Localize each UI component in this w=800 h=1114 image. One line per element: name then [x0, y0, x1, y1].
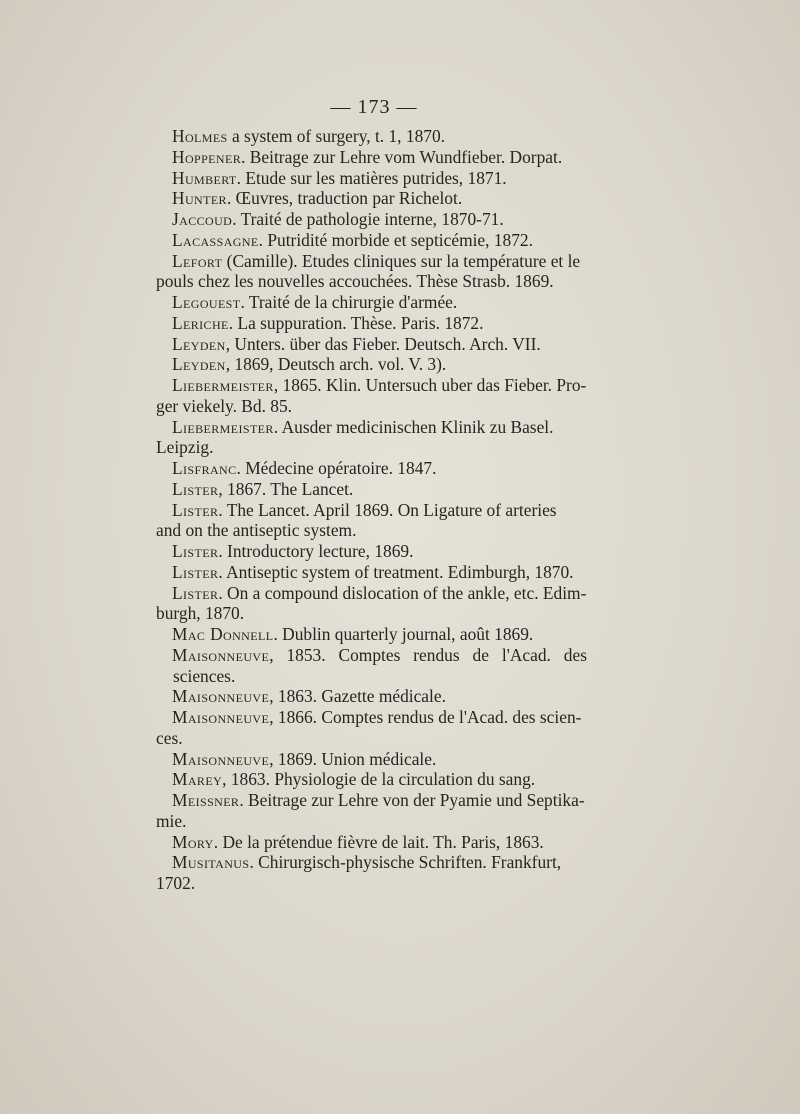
- reference-entry: [157, 209, 587, 230]
- reference-entry: [157, 832, 587, 853]
- reference-author: Lister: [172, 541, 219, 561]
- reference-text: , Unters. über das Fieber. Deutsch. Arch. VII.: [225, 333, 541, 354]
- reference-text: . La suppuration. Thèse. Paris. 1872.: [228, 312, 484, 333]
- reference-entry: [157, 417, 587, 438]
- reference-text: . Chirurgisch-physische Schriften. Frankfurt,: [249, 852, 562, 873]
- reference-author: Lacassagne: [172, 229, 259, 250]
- reference-entry: [157, 749, 587, 770]
- reference-text: , 1869, Deutsch arch. vol. V. 3).: [225, 354, 447, 375]
- reference-author: Hoppener: [172, 146, 242, 167]
- reference-entry: [157, 334, 587, 355]
- reference-author: Lisfranc: [172, 458, 237, 478]
- reference-author: Maisonneuve: [172, 644, 270, 665]
- reference-text: . Dublin quarterly journal, août 1869.: [273, 624, 534, 644]
- reference-text: . The Lancet. April 1869. On Ligature of arteries: [218, 499, 557, 520]
- reference-author: Lister: [172, 478, 219, 499]
- reference-author: Mac Donnell: [172, 624, 274, 644]
- reference-entry: [157, 168, 587, 189]
- reference-author: Lister: [172, 499, 219, 520]
- reference-entry: [157, 230, 587, 251]
- reference-text: . Médecine opératoire. 1847.: [236, 458, 437, 478]
- reference-entry: [157, 354, 587, 375]
- reference-text: . Beitrage zur Lehre vom Wundfieber. Dorpat.: [241, 146, 563, 167]
- reference-entry: [157, 251, 587, 272]
- reference-continuation: ces.: [156, 727, 183, 748]
- reference-entry: [157, 583, 587, 604]
- reference-text: , 1863. Gazette médicale.: [269, 686, 446, 707]
- reference-author: Leyden: [172, 333, 226, 354]
- reference-author: Meissner: [172, 790, 240, 810]
- reference-text: , 1866. Comptes rendus de l'Acad. des scien-: [269, 707, 582, 727]
- reference-author: Lister: [172, 582, 219, 603]
- reference-continuation: pouls chez les nouvelles accouchées. Thèse Strasb. 1869.: [156, 271, 554, 292]
- reference-text: . Œuvres, traduction par Richelot.: [226, 188, 463, 209]
- reference-text: a system of surgery, t. 1, 1870.: [227, 126, 445, 146]
- reference-continuation: ger viekely. Bd. 85.: [156, 395, 293, 416]
- reference-entry: [157, 188, 587, 209]
- bibliography-list: [157, 126, 587, 894]
- reference-author: Leyden: [172, 354, 226, 375]
- reference-entry: [157, 769, 587, 790]
- reference-continuation: mie.: [156, 810, 187, 831]
- page-number: — 173 —: [330, 96, 418, 118]
- reference-text: . Ausder medicinischen Klinik zu Basel.: [273, 416, 554, 437]
- reference-text: (Camille). Etudes cliniques sur la température et le: [222, 250, 581, 271]
- reference-continuation: 1702.: [156, 873, 196, 893]
- reference-author: Lefort: [172, 250, 223, 271]
- reference-entry: [157, 790, 587, 811]
- reference-text: . Beitrage zur Lehre von der Pyamie und Septika-: [239, 790, 585, 810]
- reference-entry: [157, 500, 587, 521]
- reference-author: Liebermeister: [172, 375, 274, 395]
- reference-text: . Introductory lecture, 1869.: [218, 541, 414, 561]
- reference-author: Humbert: [172, 167, 237, 188]
- reference-author: Mory: [172, 831, 214, 852]
- reference-author: Liebermeister: [172, 416, 274, 437]
- reference-text: . Etude sur les matières putrides, 1871.: [236, 167, 507, 188]
- reference-entry: [157, 686, 587, 707]
- reference-author: Leriche: [172, 312, 229, 333]
- reference-text: , 1853. Comptes rendus de l'Acad. des sciences.: [173, 644, 587, 686]
- reference-text: . On a compound dislocation of the ankle, etc. Edim-: [218, 582, 587, 603]
- reference-author: Lister: [172, 561, 219, 582]
- reference-author: Musitanus: [172, 852, 250, 873]
- reference-entry: [157, 375, 587, 396]
- reference-continuation: burgh, 1870.: [156, 603, 245, 624]
- reference-text: , 1869. Union médicale.: [269, 748, 437, 769]
- reference-author: Hunter: [172, 188, 227, 209]
- reference-entry: [157, 541, 587, 562]
- reference-text: , 1865. Klin. Untersuch uber das Fieber. Pro-: [273, 375, 587, 395]
- reference-entry: [157, 852, 587, 873]
- reference-entry: [157, 126, 587, 147]
- reference-text: . Traité de pathologie interne, 1870-71.: [232, 209, 504, 229]
- reference-entry: [157, 562, 587, 583]
- reference-author: Maisonneuve: [172, 748, 270, 769]
- reference-author: Holmes: [172, 126, 228, 146]
- reference-text: . Putridité morbide et septicémie, 1872.: [258, 229, 533, 250]
- reference-entry: [157, 645, 587, 687]
- reference-author: Marey: [172, 769, 223, 790]
- reference-author: Maisonneuve: [172, 686, 270, 707]
- reference-author: Jaccoud: [172, 209, 233, 229]
- reference-text: . Antiseptic system of treatment. Edimburgh, 1870.: [218, 561, 574, 582]
- reference-continuation: and on the antiseptic system.: [156, 520, 357, 541]
- reference-author: Maisonneuve: [172, 707, 270, 727]
- reference-entry: [157, 292, 587, 313]
- reference-entry: [157, 624, 587, 645]
- reference-text: , 1867. The Lancet.: [218, 478, 354, 499]
- reference-continuation: Leipzig.: [156, 437, 214, 458]
- reference-entry: [157, 313, 587, 334]
- reference-author: Legouest: [172, 292, 241, 312]
- reference-entry: [157, 147, 587, 168]
- reference-text: . Traité de la chirurgie d'armée.: [240, 292, 458, 312]
- reference-entry: [157, 479, 587, 500]
- reference-entry: [157, 707, 587, 728]
- reference-text: , 1863. Physiologie de la circulation du sang.: [222, 769, 536, 790]
- reference-text: . De la prétendue fièvre de lait. Th. Paris, 1863.: [213, 831, 544, 852]
- reference-entry: [157, 458, 587, 479]
